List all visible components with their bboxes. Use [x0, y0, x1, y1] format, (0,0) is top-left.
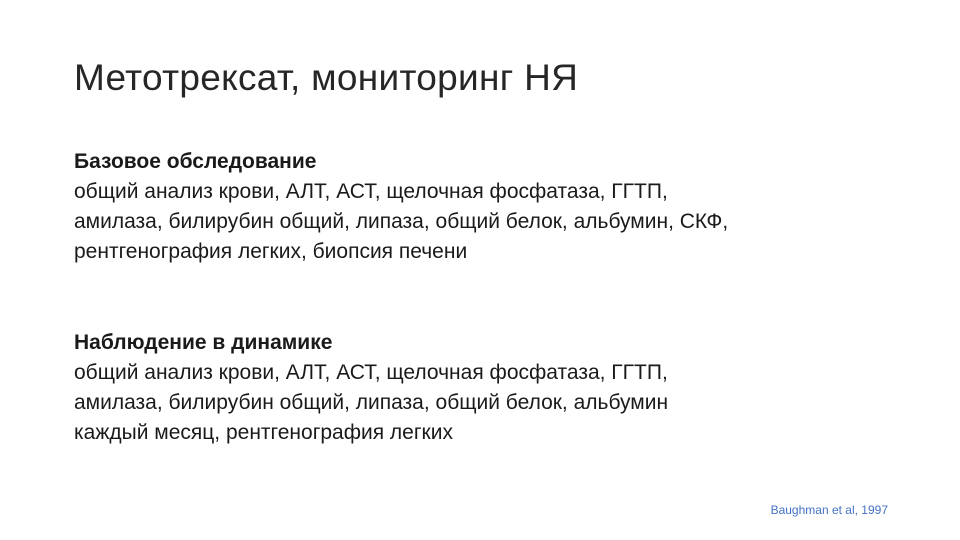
section-heading: Базовое обследование — [74, 150, 317, 173]
section-text-line: общий анализ крови, АЛТ, АСТ, щелочная фосфатаза, ГГТП, — [74, 180, 668, 203]
follow-up-section — [74, 327, 894, 448]
section-text-line: амилаза, билирубин общий, липаза, общий белок, альбумин, СКФ, — [74, 210, 729, 233]
section-text-line: общий анализ крови, АЛТ, АСТ, щелочная фосфатаза, ГГТП, — [74, 361, 668, 384]
baseline-exam-section — [74, 146, 894, 267]
slide-title: Метотрексат, мониторинг НЯ — [74, 57, 579, 98]
section-text-line: рентгенография легких, биопсия печени — [74, 240, 468, 263]
section-text-line: каждый месяц, рентгенография легких — [74, 421, 453, 444]
section-heading: Наблюдение в динамике — [74, 331, 333, 354]
section-text-line: амилаза, билирубин общий, липаза, общий белок, альбумин — [74, 391, 669, 414]
citation-reference: Baughman et al, 1997 — [770, 503, 888, 517]
